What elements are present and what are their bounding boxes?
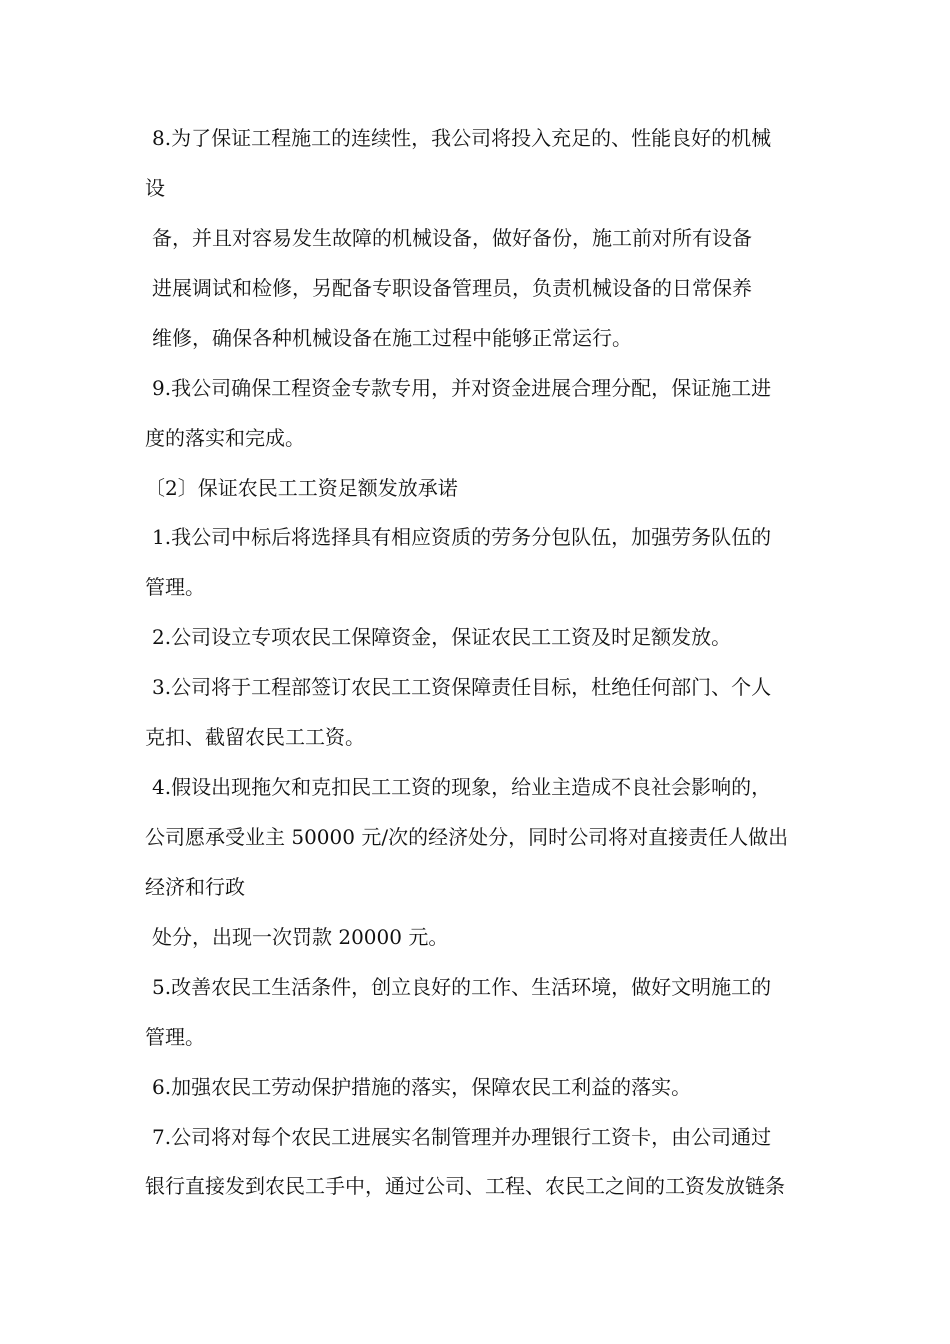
text-line: 管理。 — [145, 1025, 205, 1049]
text-line: 7.公司将对每个农民工进展实名制管理并办理银行工资卡，由公司通过 — [152, 1125, 772, 1149]
section-heading: 〔2〕保证农民工工资足额发放承诺 — [145, 476, 458, 500]
text-line: 处分，出现一次罚款 20000 元。 — [152, 925, 449, 949]
text-line: 备，并且对容易发生故障的机械设备，做好备份，施工前对所有设备 — [152, 226, 752, 250]
text-line: 8.为了保证工程施工的连续性，我公司将投入充足的、性能良好的机械 — [152, 126, 772, 150]
text-line: 克扣、截留农民工工资。 — [145, 725, 365, 749]
text-line: 3.公司将于工程部签订农民工工资保障责任目标，杜绝任何部门、个人 — [152, 675, 772, 699]
text-line: 度的落实和完成。 — [145, 426, 305, 450]
text-line: 设 — [145, 176, 165, 200]
text-line: 5.改善农民工生活条件，创立良好的工作、生活环境，做好文明施工的 — [152, 975, 772, 999]
text-line: 银行直接发到农民工手中，通过公司、工程、农民工之间的工资发放链条 — [145, 1174, 785, 1198]
text-line: 进展调试和检修，另配备专职设备管理员，负责机械设备的日常保养 — [152, 276, 752, 300]
text-line: 公司愿承受业主 50000 元/次的经济处分，同时公司将对直接责任人做出 — [145, 825, 789, 849]
text-line: 经济和行政 — [145, 875, 245, 899]
text-line: 6.加强农民工劳动保护措施的落实，保障农民工利益的落实。 — [152, 1075, 692, 1099]
text-line: 管理。 — [145, 575, 205, 599]
text-line: 9.我公司确保工程资金专款专用，并对资金进展合理分配，保证施工进 — [152, 376, 772, 400]
text-line: 2.公司设立专项农民工保障资金，保证农民工工资及时足额发放。 — [152, 625, 732, 649]
text-line: 维修，确保各种机械设备在施工过程中能够正常运行。 — [152, 326, 632, 350]
text-line: 4.假设出现拖欠和克扣民工工资的现象，给业主造成不良社会影响的， — [152, 775, 772, 799]
text-line: 1.我公司中标后将选择具有相应资质的劳务分包队伍，加强劳务队伍的 — [152, 525, 772, 549]
